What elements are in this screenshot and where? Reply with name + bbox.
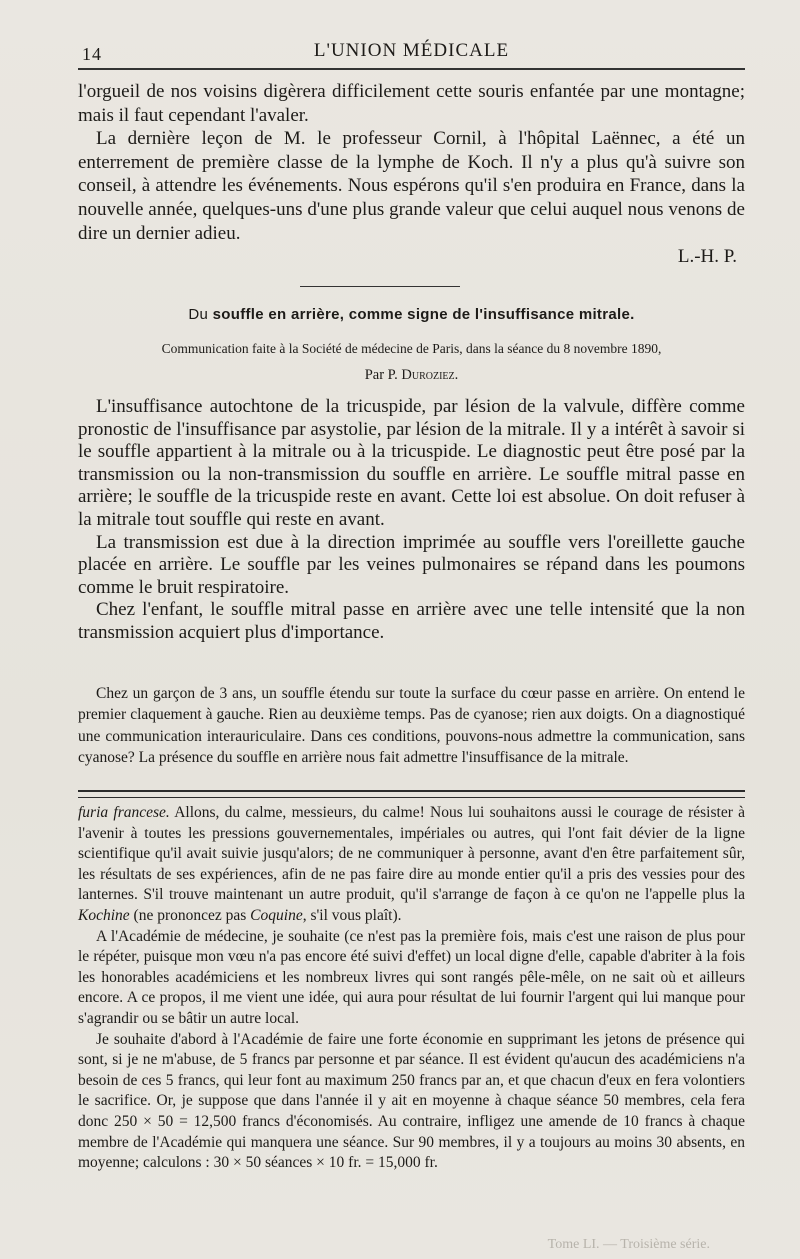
article-paragraph-3: Chez l'enfant, le souffle mitral passe en arrière avec une telle intensité que la non transmission acquiert plus d'importance. <box>78 599 745 643</box>
article-title-main: souffle en arrière, comme signe de l'insuffisance mitrale. <box>212 306 635 323</box>
italic-phrase: furia francese. <box>78 804 170 821</box>
footer-bleed-text: Tome LI. — Troisième série. <box>547 1237 710 1252</box>
page-number: 14 <box>82 44 102 64</box>
feuilleton-text-c: , s'il vous plaît). <box>302 906 402 924</box>
article-body <box>78 396 745 645</box>
section-divider <box>300 286 460 287</box>
case-report <box>78 683 745 769</box>
page-header <box>78 38 745 64</box>
case-paragraph: Chez un garçon de 3 ans, un souffle étendu sur toute la surface du cœur passe en arrière. On entend le premier claquement à gauche. Rien au deuxième temps. Pas de cyanose; rien aux doigts. On a diagnostiqué une communication interauriculaire. Dans ces conditions, pouvons-nous admettre la communication, sans cyanose? La présence du souffle en arrière nous fait admettre l'insuffisance de la mitrale. <box>78 685 745 767</box>
feuilleton-text-b: (ne prononcez pas <box>129 906 251 924</box>
feuilleton-text-a: Allons, du calme, messieurs, du calme! Nous lui souhaitons aussi le courage de résister à l'avenir à toutes les pressions gouvernementales, impériales ou autres, qui l'ont fait dévier de la ligne scientifique qu'il avait suivie jusqu'alors; de ne communiquer à personne, avant d'en être parfaitement sûr, les résultats de ses expériences, afin de ne pas faire dire au monde entier qu'il a pris des vessies pour des lanternes. S'il trouve maintenant un autre produit, qu'il s'arrange de façon à ce qu'on ne l'appelle plus la <box>78 804 745 904</box>
running-head: L'UNION MÉDICALE <box>313 40 510 61</box>
feuilleton-section <box>78 803 745 1174</box>
italic-kochine: Kochine <box>78 906 130 924</box>
article-paragraph-1: L'insuffisance autochtone de la tricuspide, par lésion de la valvule, diffère comme pronostic de l'insuffisance par asystolie, par lésion de la mitrale. Il y a intérêt à savoir si le souffle appartient à la mitrale ou à la tricuspide. Le diagnostic peut être posé par la transmission ou la non-transmission du souffle en arrière. Le souffle mitral passe en arrière; le souffle de la tricuspide reste en avant. Cette loi est absolue. On doit refuser à la mitrale tout souffle qui reste en avant. <box>78 396 745 530</box>
feuilleton-paragraph-2: A l'Académie de médecine, je souhaite (ce n'est pas la première fois, mais c'est une raison de plus pour le répéter, puisque mon vœu n'a pas encore été suivi d'effet) un local digne d'elle, capable d'abriter à la fois les honorables académiciens et les nombreux livres qui sont rangés pêle-mêle, on ne sait où et ailleurs encore. A ce propos, il me vient une idée, qui aura pour résultat de lui fournir l'argent qui lui manque pour s'agrandir ou se bâtir un autre local. <box>78 927 745 1027</box>
feuilleton-paragraph-1 <box>78 803 745 927</box>
article-title <box>78 306 745 323</box>
intro-signature: L.-H. P. <box>677 246 737 268</box>
intro-paragraph-1: l'orgueil de nos voisins digèrera difficilement cette souris enfantée par une montagne; mais il faut cependant l'avaler. <box>78 81 745 126</box>
italic-coquine: Coquine <box>250 906 303 924</box>
author-prefix: Par P. <box>364 367 398 383</box>
article-title-prefix: Du <box>188 306 209 323</box>
article-paragraph-2: La transmission est due à la direction imprimée au souffle vers l'oreillette gauche placée en arrière. Le souffle par les veines pulmonaires se répand dans les poumons comme le bruit respiratoire. <box>78 531 745 598</box>
article-communication: Communication faite à la Société de médecine de Paris, dans la séance du 8 novembre 1890, <box>161 341 662 356</box>
author-name: Duroziez. <box>401 367 459 383</box>
intro-section <box>78 80 745 269</box>
feuilleton-rule <box>78 790 745 798</box>
header-rule <box>78 68 745 70</box>
intro-paragraph-2: La dernière leçon de M. le professeur Cornil, à l'hôpital Laënnec, a été un enterrement de première classe de la lymphe de Koch. Il n'y a plus qu'à suivre son conseil, à attendre les événements. Nous espérons qu'il s'en produira en France, dans la nouvelle année, quelques-uns d'une plus grande valeur que celui auquel nous venons de dire un dernier adieu. <box>78 128 745 244</box>
article-author <box>78 367 745 384</box>
feuilleton-paragraph-3: Je souhaite d'abord à l'Académie de faire une forte économie en supprimant les jetons de présence qui sont, si je ne m'abuse, de 5 francs par personne et par séance. Il est évident qu'aucun des académiciens n'a besoin de ces 5 francs, qui leur font au maximum 250 francs par an, et que chacun d'eux en fera volontiers le sacrifice. Or, je suppose que dans l'année il y ait en moyenne à chaque séance 50 membres, cela fera donc 250 × 50 = 12,500 francs d'économisés. Au contraire, infligez une amende de 10 francs à chaque membre de l'Académie qui manquera une séance. Sur 90 membres, il y a toujours au moins 30 absents, en moyenne; calculons : 30 × 50 séances × 10 fr. = 15,000 fr. <box>78 1030 745 1172</box>
